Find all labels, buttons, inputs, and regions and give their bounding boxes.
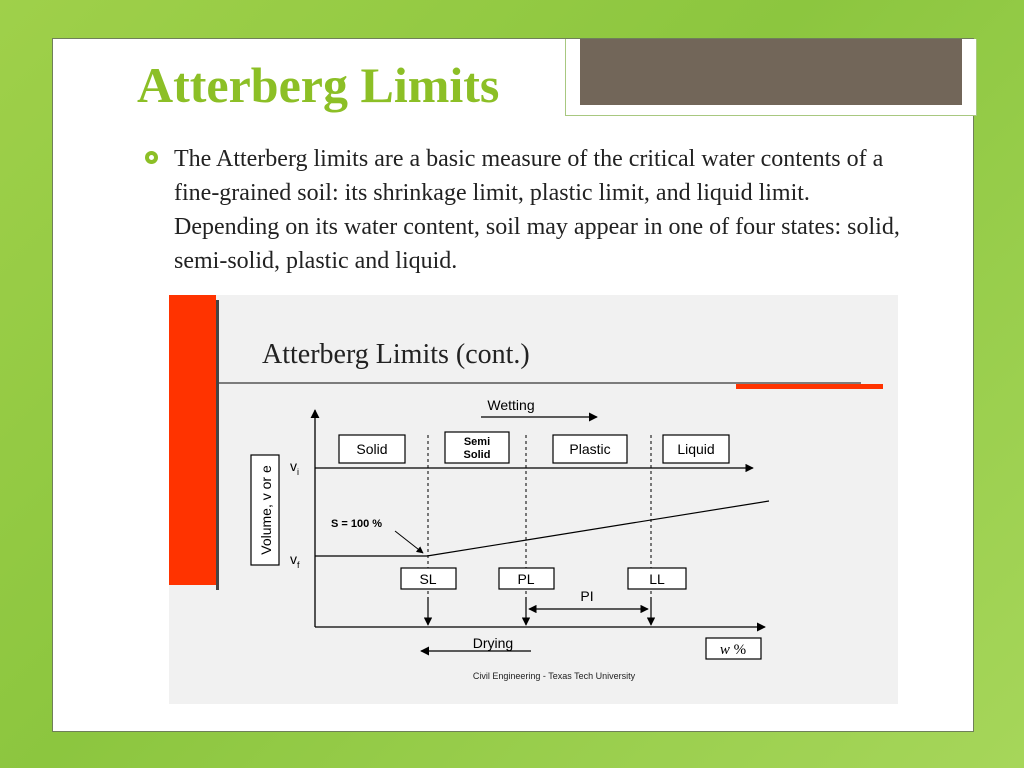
state-solid-label: Solid <box>356 441 388 457</box>
state-liquid-box <box>663 435 729 463</box>
diagram-svg <box>169 295 898 704</box>
saturation-label: S = 100 % <box>331 518 383 530</box>
ll-box <box>628 568 686 589</box>
x-axis-label: w % <box>719 642 747 658</box>
sl-label: SL <box>419 571 437 587</box>
slide-title: Atterberg Limits <box>137 57 500 113</box>
bullet-text: The Atterberg limits are a basic measure of the critical water contents of a fine-grained soil: its shrinkage limit, plastic limit, and liquid limit. Depending on its water content, soil may appear in one of four states: solid, semi-solid, plastic and liquid. <box>174 146 900 274</box>
pl-box <box>499 568 554 589</box>
drying-label: Drying <box>472 635 514 651</box>
sl-box <box>401 568 456 589</box>
state-semi-label: Semi <box>463 436 491 448</box>
red-rule-bar <box>736 384 883 389</box>
state-solid2-label: Solid <box>463 449 491 461</box>
pl-label: PL <box>517 571 535 587</box>
state-plastic-box <box>553 435 627 463</box>
x-axis-label-box <box>706 638 761 659</box>
red-side-bar <box>169 295 216 585</box>
vi-label: $v_i$ <box>290 458 299 477</box>
figure-title: Atterberg Limits (cont.) <box>262 339 530 370</box>
red-bar-shadow <box>216 300 219 590</box>
atterberg-diagram <box>169 295 898 704</box>
state-plastic-label: Plastic <box>569 441 611 457</box>
pi-label: PI <box>580 588 594 604</box>
header-tab <box>565 39 977 116</box>
state-semi-solid-box <box>445 432 509 463</box>
ll-label: LL <box>649 571 665 587</box>
state-solid-box <box>339 435 405 463</box>
vf-label: $v_f$ <box>290 551 300 570</box>
figure-credit: Civil Engineering - Texas Tech University <box>472 671 636 681</box>
bullet-ring-icon <box>145 151 158 164</box>
y-axis-label: Volume, v or e <box>258 465 274 555</box>
state-liquid-label: Liquid <box>677 441 715 457</box>
y-axis-label-box <box>251 455 279 565</box>
wetting-label: Wetting <box>487 397 535 413</box>
header-tab-fill <box>580 39 962 105</box>
